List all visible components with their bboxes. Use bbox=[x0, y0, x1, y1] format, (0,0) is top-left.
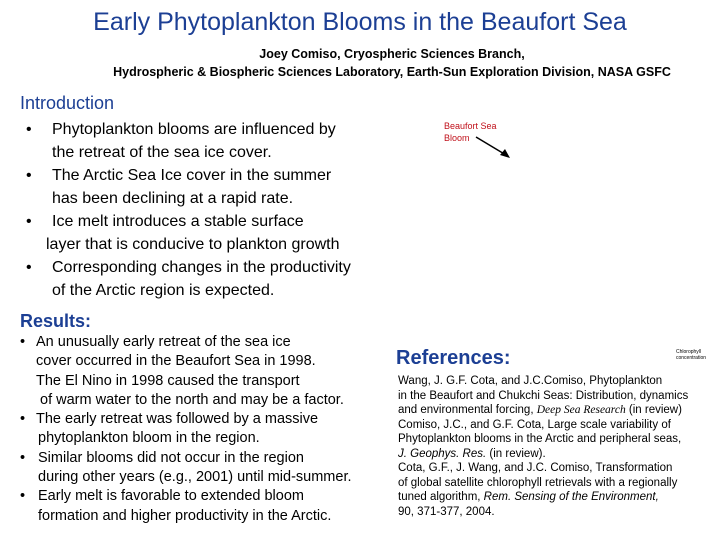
results-item-2-line-2: phytoplankton bloom in the region. bbox=[38, 430, 260, 447]
list-item bbox=[26, 118, 396, 164]
ref3-text: tuned algorithm, bbox=[398, 491, 484, 503]
intro-item-1-line-2: the retreat of the sea ice cover. bbox=[52, 144, 272, 161]
ref2-journal: J. Geophys. Res. bbox=[398, 447, 487, 460]
results-item-4-line-2: formation and higher productivity in the Arctic. bbox=[38, 507, 332, 524]
ref2-line-2: Phytoplankton blooms in the Arctic and peripheral seas, bbox=[398, 433, 682, 445]
results-item-3-line-1: Similar blooms did not occur in the region bbox=[38, 449, 304, 466]
ref3-line-4: 90, 371-377, 2004. bbox=[398, 505, 495, 518]
ref1-line-2: in the Beaufort and Chukchi Seas: Distribution, dynamics bbox=[398, 389, 689, 402]
intro-item-4-line-1: Corresponding changes in the productivity bbox=[52, 259, 351, 276]
ref1-line-3 bbox=[398, 403, 718, 418]
list-item bbox=[26, 210, 396, 256]
ref3-line-2: of global satellite chlorophyll retrievals with a regionally bbox=[398, 476, 678, 489]
results-item-4-line-1: Early melt is favorable to extended bloom bbox=[38, 488, 304, 505]
ref2-status: (in review). bbox=[486, 447, 546, 460]
bullet-icon: • bbox=[26, 167, 32, 184]
intro-item-3-line-1: Ice melt introduces a stable surface bbox=[52, 213, 304, 230]
author-line-2: Hydrospheric & Biospheric Sciences Laboratory, Earth-Sun Exploration Division, NASA GSFC bbox=[113, 65, 671, 79]
introduction-heading: Introduction bbox=[20, 93, 115, 113]
results-item-3-line-2: during other years (e.g., 2001) until mid-summer. bbox=[38, 469, 352, 486]
intro-item-1-line-1: Phytoplankton blooms are influenced by bbox=[52, 121, 336, 138]
ref1-status: (in review) bbox=[625, 404, 682, 416]
ref1-text: and environmental forcing, bbox=[398, 404, 537, 416]
ref1-journal: Deep Sea Research bbox=[536, 404, 626, 416]
bullet-icon: • bbox=[20, 449, 26, 466]
intro-item-4-line-2: of the Arctic region is expected. bbox=[52, 282, 275, 299]
ref2-line-3 bbox=[398, 447, 718, 462]
arrow-icon bbox=[474, 134, 514, 160]
intro-item-2-line-1: The Arctic Sea Ice cover in the summer bbox=[52, 167, 332, 184]
ref3-journal: Rem. Sensing of the Environment, bbox=[483, 491, 659, 503]
page-title: Early Phytoplankton Blooms in the Beaufort Sea bbox=[93, 8, 627, 36]
bullet-icon: • bbox=[20, 334, 26, 350]
reference-3 bbox=[398, 461, 718, 519]
bullet-icon: • bbox=[26, 259, 32, 276]
list-item bbox=[20, 487, 390, 526]
author-affiliation bbox=[0, 45, 720, 81]
results-item-1-line-2: cover occurred in the Beaufort Sea in 1998. bbox=[36, 353, 316, 370]
bullet-icon: • bbox=[20, 488, 26, 505]
list-item bbox=[20, 410, 390, 449]
list-item bbox=[20, 449, 390, 488]
author-line-1: Joey Comiso, Cryospheric Sciences Branch, bbox=[259, 47, 525, 61]
list-item bbox=[26, 164, 396, 210]
colorbar-label-line-2: concentration bbox=[676, 355, 707, 361]
results-heading: Results: bbox=[20, 311, 92, 331]
colorbar-label bbox=[676, 349, 706, 361]
colorbar-label-line-1: Chlorophyll bbox=[676, 349, 702, 355]
references-list bbox=[398, 374, 718, 519]
map-label-line-1: Beaufort Sea bbox=[444, 121, 497, 131]
introduction-list bbox=[26, 118, 396, 302]
intro-item-3-line-2: layer that is conducive to plankton growth bbox=[46, 236, 340, 253]
intro-item-2-line-2: has been declining at a rapid rate. bbox=[52, 190, 294, 207]
ref1-line-1: Wang, J. G.F. Cota, and J.C.Comiso, Phytoplankton bbox=[398, 375, 663, 387]
results-item-2-line-1: The early retreat was followed by a massive bbox=[36, 411, 319, 428]
results-item-1-line-3: The El Nino in 1998 caused the transport bbox=[36, 372, 300, 389]
list-item bbox=[26, 256, 396, 302]
list-item bbox=[20, 333, 390, 410]
map-label-line-2: Bloom bbox=[444, 133, 470, 143]
reference-1 bbox=[398, 374, 718, 418]
reference-2 bbox=[398, 418, 718, 462]
ref3-line-1: Cota, G.F., J. Wang, and J.C. Comiso, Transformation bbox=[398, 462, 673, 474]
ref2-line-1: Comiso, J.C., and G.F. Cota, Large scale variability of bbox=[398, 418, 671, 431]
bullet-icon: • bbox=[20, 411, 26, 428]
results-item-1-line-1: An unusually early retreat of the sea ice bbox=[36, 334, 291, 350]
results-item-1-line-4: of warm water to the north and may be a factor. bbox=[40, 391, 344, 408]
bullet-icon: • bbox=[26, 213, 32, 230]
bullet-icon: • bbox=[26, 121, 32, 138]
ref3-line-3 bbox=[398, 490, 718, 505]
references-heading: References: bbox=[396, 347, 511, 369]
results-list bbox=[20, 333, 390, 526]
